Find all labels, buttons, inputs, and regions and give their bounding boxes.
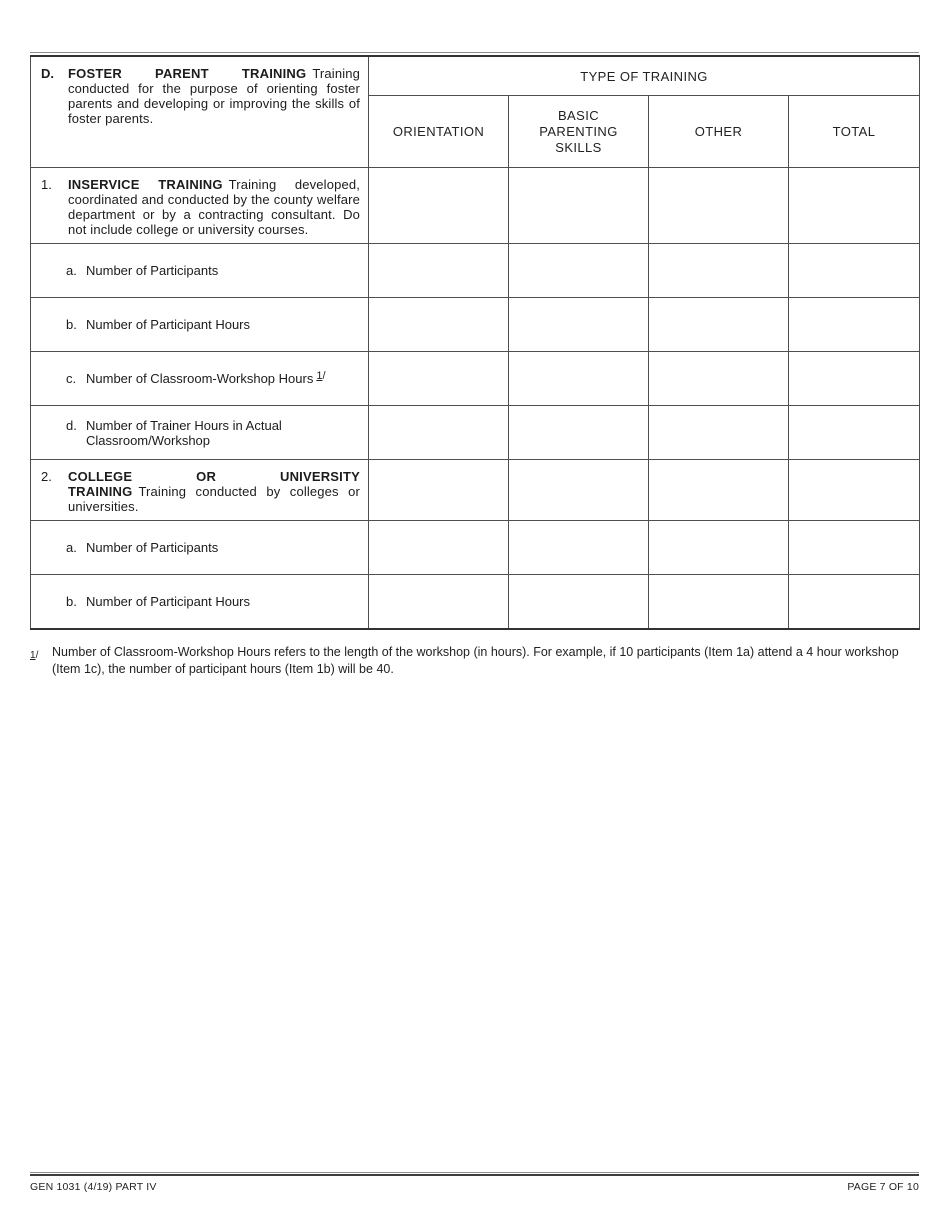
section-d-description-cell xyxy=(31,56,369,168)
blocked-cell-1-total xyxy=(789,168,920,244)
blocked-cell-1-basic-parenting-skills xyxy=(509,168,649,244)
footer-rule-thin xyxy=(30,1172,919,1173)
item-1a-label: Number of Participants xyxy=(86,263,219,278)
input-cell-1b-other[interactable] xyxy=(649,298,789,352)
type-of-training-header: TYPE OF TRAINING xyxy=(369,56,920,96)
input-cell-2a-total[interactable] xyxy=(789,521,920,575)
blocked-cell-2-total xyxy=(789,460,920,521)
input-cell-1c-total[interactable] xyxy=(789,352,920,406)
footnote-1-text: Number of Classroom-Workshop Hours refers to the length of the workshop (in hours). For example, if 10 participants (Item 1a) attend a 4 hour workshop (Item 1c), the number of participant hours (Item 1b) will be 40. xyxy=(52,645,899,676)
input-cell-1c-orientation[interactable] xyxy=(369,352,509,406)
item-1b-letter: b. xyxy=(66,317,77,332)
input-cell-2b-orientation[interactable] xyxy=(369,575,509,630)
input-cell-1a-other[interactable] xyxy=(649,244,789,298)
item-1a-label-cell xyxy=(31,244,369,298)
blocked-cell-2-basic-parenting-skills xyxy=(509,460,649,521)
section-1-number: 1. xyxy=(41,177,52,192)
input-cell-2a-basic-parenting-skills[interactable] xyxy=(509,521,649,575)
section-2-number: 2. xyxy=(41,469,52,484)
section-d-title: FOSTER PARENT TRAINING xyxy=(68,66,307,81)
row-section-2-college xyxy=(31,460,920,521)
item-2b-label: Number of Participant Hours xyxy=(86,594,251,609)
row-1a xyxy=(31,244,920,298)
section-2-desc: Training conducted by colleges or universities. xyxy=(68,484,360,514)
input-cell-1b-basic-parenting-skills[interactable] xyxy=(509,298,649,352)
item-2a-label: Number of Participants xyxy=(86,540,219,555)
row-1c xyxy=(31,352,920,406)
blocked-cell-1-other xyxy=(649,168,789,244)
section-d-desc: Training conducted for the purpose of orienting foster parents and developing or improving the skills of foster parents. xyxy=(68,66,360,126)
footnote-1-reference: 1/ xyxy=(316,370,326,382)
input-cell-1d-total[interactable] xyxy=(789,406,920,460)
section-2-title: COLLEGE OR UNIVERSITY TRAINING xyxy=(68,469,360,499)
input-cell-2b-total[interactable] xyxy=(789,575,920,630)
item-1d-label: Number of Trainer Hours in Actual Classroom/Workshop xyxy=(86,417,282,448)
blocked-cell-2-orientation xyxy=(369,460,509,521)
footnote-1 xyxy=(30,644,920,678)
item-1c-label: Number of Classroom-Workshop Hours $^{1/}$ xyxy=(86,370,326,386)
col-header-basic-parenting-skills: BASIC PARENTING SKILLS xyxy=(509,96,649,168)
item-2b-letter: b. xyxy=(66,594,77,609)
item-1c-label-cell xyxy=(31,352,369,406)
section-d-letter: D. xyxy=(41,66,54,81)
blocked-cell-1-orientation xyxy=(369,168,509,244)
item-1a-letter: a. xyxy=(66,263,77,278)
section-1-desc: Training developed, coordinated and conducted by the county welfare department or by a contracting consultant. Do not include college or university courses. xyxy=(68,177,360,237)
col-header-orientation: ORIENTATION xyxy=(369,96,509,168)
row-1d xyxy=(31,406,920,460)
item-1d-letter: d. xyxy=(66,417,77,433)
input-cell-1c-other[interactable] xyxy=(649,352,789,406)
input-cell-2b-other[interactable] xyxy=(649,575,789,630)
blocked-cell-2-other xyxy=(649,460,789,521)
row-2b xyxy=(31,575,920,630)
page-footer xyxy=(30,1172,919,1193)
input-cell-1d-other[interactable] xyxy=(649,406,789,460)
item-1c-letter: c. xyxy=(66,371,77,386)
input-cell-2a-orientation[interactable] xyxy=(369,521,509,575)
item-2b-label-cell xyxy=(31,575,369,630)
section-1-description-cell xyxy=(31,168,369,244)
input-cell-1c-basic-parenting-skills[interactable] xyxy=(509,352,649,406)
item-2a-label-cell xyxy=(31,521,369,575)
input-cell-2b-basic-parenting-skills[interactable] xyxy=(509,575,649,630)
section-2-description-cell xyxy=(31,460,369,521)
col-header-other: OTHER xyxy=(649,96,789,168)
foster-parent-training-table-wrap xyxy=(30,52,919,630)
input-cell-1a-orientation[interactable] xyxy=(369,244,509,298)
input-cell-2a-other[interactable] xyxy=(649,521,789,575)
input-cell-1d-orientation[interactable] xyxy=(369,406,509,460)
col-header-total: TOTAL xyxy=(789,96,920,168)
item-1d-label-cell xyxy=(31,406,369,460)
row-1b xyxy=(31,298,920,352)
foster-parent-training-table xyxy=(30,55,920,630)
row-2a xyxy=(31,521,920,575)
row-section-1-inservice xyxy=(31,168,920,244)
input-cell-1a-basic-parenting-skills[interactable] xyxy=(509,244,649,298)
header-row-type-of-training xyxy=(31,56,920,96)
input-cell-1a-total[interactable] xyxy=(789,244,920,298)
item-2a-letter: a. xyxy=(66,540,77,555)
item-1b-label: Number of Participant Hours xyxy=(86,317,251,332)
form-number: GEN 1031 (4/19) PART IV xyxy=(30,1181,157,1193)
input-cell-1d-basic-parenting-skills[interactable] xyxy=(509,406,649,460)
section-1-title: INSERVICE TRAINING xyxy=(68,177,223,192)
item-1b-label-cell xyxy=(31,298,369,352)
input-cell-1b-total[interactable] xyxy=(789,298,920,352)
footnote-1-marker: 1/ xyxy=(30,650,39,661)
input-cell-1b-orientation[interactable] xyxy=(369,298,509,352)
page-number: PAGE 7 OF 10 xyxy=(847,1181,919,1193)
